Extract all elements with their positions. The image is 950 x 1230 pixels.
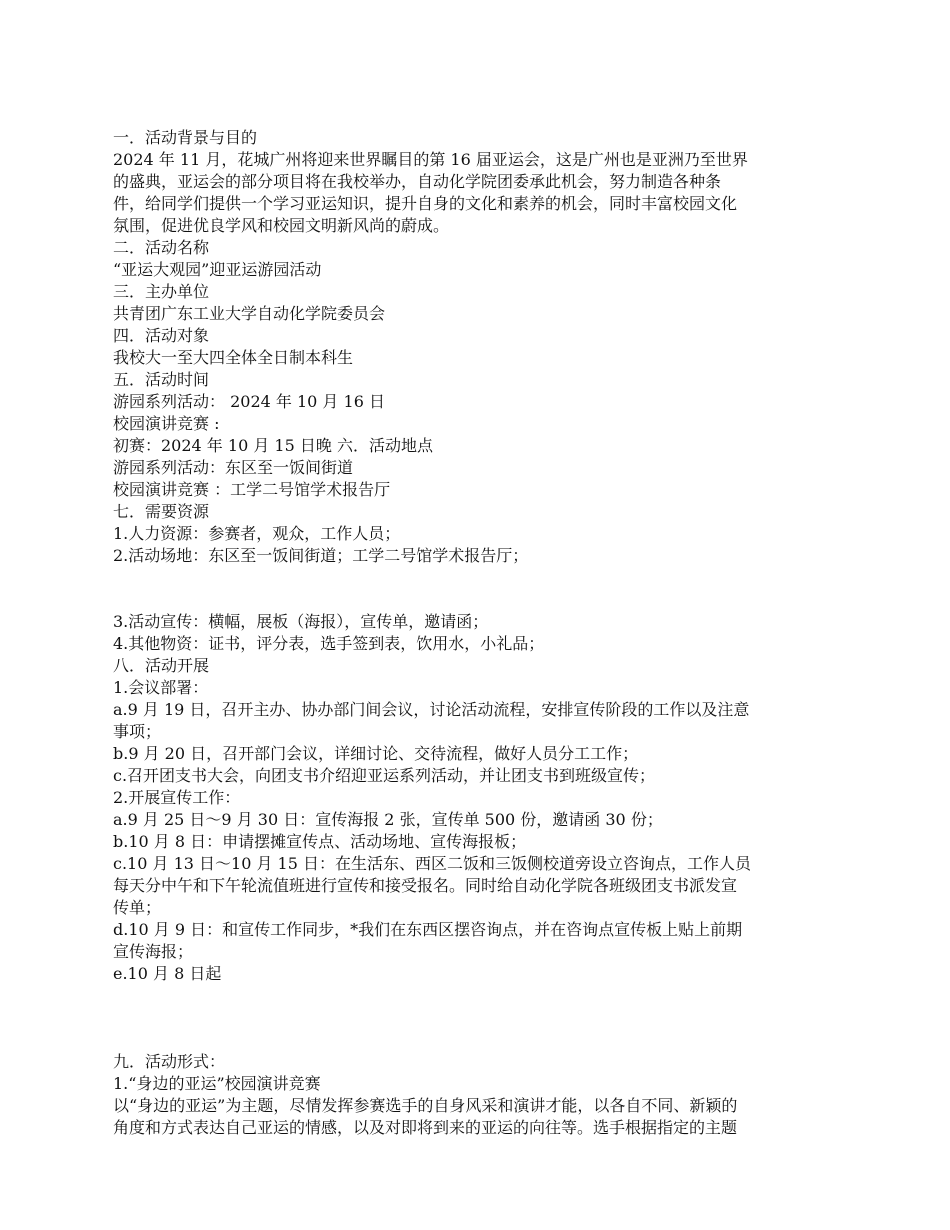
text-line: c.召开团支书大会，向团支书介绍迎亚运系列活动，并让团支书到班级宣传；: [113, 766, 656, 785]
text-line: 氛围，促进优良学风和校园文明新风尚的蔚成。: [113, 216, 450, 235]
text-line: 以“身边的亚运”为主题，尽情发挥参赛选手的自身风采和演讲才能，以各自不同、新颖的: [113, 1096, 738, 1115]
text-line: 每天分中午和下午轮流值班进行宣传和接受报名。同时给自动化学院各班级团支书派发宣: [113, 876, 738, 895]
text-line: 件，给同学们提供一个学习亚运知识，提升自身的文化和素养的机会，同时丰富校园文化: [113, 194, 738, 213]
text-line: 1.“身边的亚运”校园演讲竞赛: [113, 1074, 321, 1093]
text-line: 1.人力资源：参赛者，观众，工作人员；: [113, 524, 401, 543]
text-line: 游园系列活动： 2024 年 10 月 16 日: [113, 392, 385, 411]
text-line: 3.活动宣传：横幅，展板（海报），宣传单，邀请函；: [113, 612, 489, 631]
text-line: 共青团广东工业大学自动化学院委员会: [113, 304, 386, 323]
document-page: [113, 127, 841, 1139]
text-line: e.10 月 8 日起: [113, 964, 222, 983]
text-line: 2024 年 11 月，花城广州将迎来世界瞩目的第 16 届亚运会，这是广州也是亚洲乃至世界: [113, 150, 748, 169]
text-line: b.9 月 20 日，召开部门会议，详细讨论、交待流程，做好人员分工工作；: [113, 744, 639, 763]
text-line: 游园系列活动：东区至一饭间街道: [113, 458, 354, 477]
text-line: 七．需要资源: [113, 502, 210, 521]
paragraph-gap: [113, 567, 841, 611]
text-line: 我校大一至大四全体全日制本科生: [113, 348, 354, 367]
text-line: 的盛典，亚运会的部分项目将在我校举办，自动化学院团委承此机会，努力制造各种条: [113, 172, 722, 191]
text-line: 校园演讲竞赛 ：工学二号馆学术报告厅: [113, 480, 391, 499]
text-line: 2.活动场地：东区至一饭间街道；工学二号馆学术报告厅；: [113, 546, 529, 565]
text-line: a.9 月 19 日，召开主办、协办部门间会议，讨论活动流程，安排宣传阶段的工作以及注意: [113, 700, 750, 719]
text-line: 八．活动开展: [113, 656, 210, 675]
text-line: 1.会议部署：: [113, 678, 209, 697]
text-line: 角度和方式表达自己亚运的情感，以及对即将到来的亚运的向往等。选手根据指定的主题: [113, 1118, 738, 1137]
paragraph-gap: [113, 985, 841, 1051]
text-line: 传单；: [113, 898, 162, 917]
text-line: “亚运大观园”迎亚运游园活动: [113, 260, 322, 279]
text-line: 九．活动形式：: [113, 1052, 226, 1071]
text-line: 事项；: [113, 722, 162, 741]
text-line: c.10 月 13 日～10 月 15 日：在生活东、西区二饭和三饭侧校道旁设立咨询点，工作人员: [113, 854, 752, 873]
text-line: b.10 月 8 日：申请摆摊宣传点、活动场地、宣传海报板；: [113, 832, 527, 851]
text-line: 宣传海报；: [113, 942, 194, 961]
text-line: 五．活动时间: [113, 370, 210, 389]
document-section-2: [113, 611, 841, 985]
text-line: 2.开展宣传工作：: [113, 788, 241, 807]
text-line: 一．活动背景与目的: [113, 128, 258, 147]
text-line: a.9 月 25 日～9 月 30 日：宣传海报 2 张，宣传单 500 份，邀请函 30 份；: [113, 810, 663, 829]
text-line: 三．主办单位: [113, 282, 210, 301]
text-line: d.10 月 9 日：和宣传工作同步，*我们在东西区摆咨询点，并在咨询点宣传板上贴上前期: [113, 920, 743, 939]
text-line: 校园演讲竞赛 :: [113, 414, 220, 433]
text-line: 二．活动名称: [113, 238, 210, 257]
document-section-3: [113, 1051, 841, 1139]
document-section-1: [113, 127, 841, 567]
text-line: 四．活动对象: [113, 326, 210, 345]
text-line: 初赛：2024 年 10 月 15 日晚 六．活动地点: [113, 436, 433, 455]
text-line: 4.其他物资：证书，评分表，选手签到表，饮用水，小礼品；: [113, 634, 545, 653]
